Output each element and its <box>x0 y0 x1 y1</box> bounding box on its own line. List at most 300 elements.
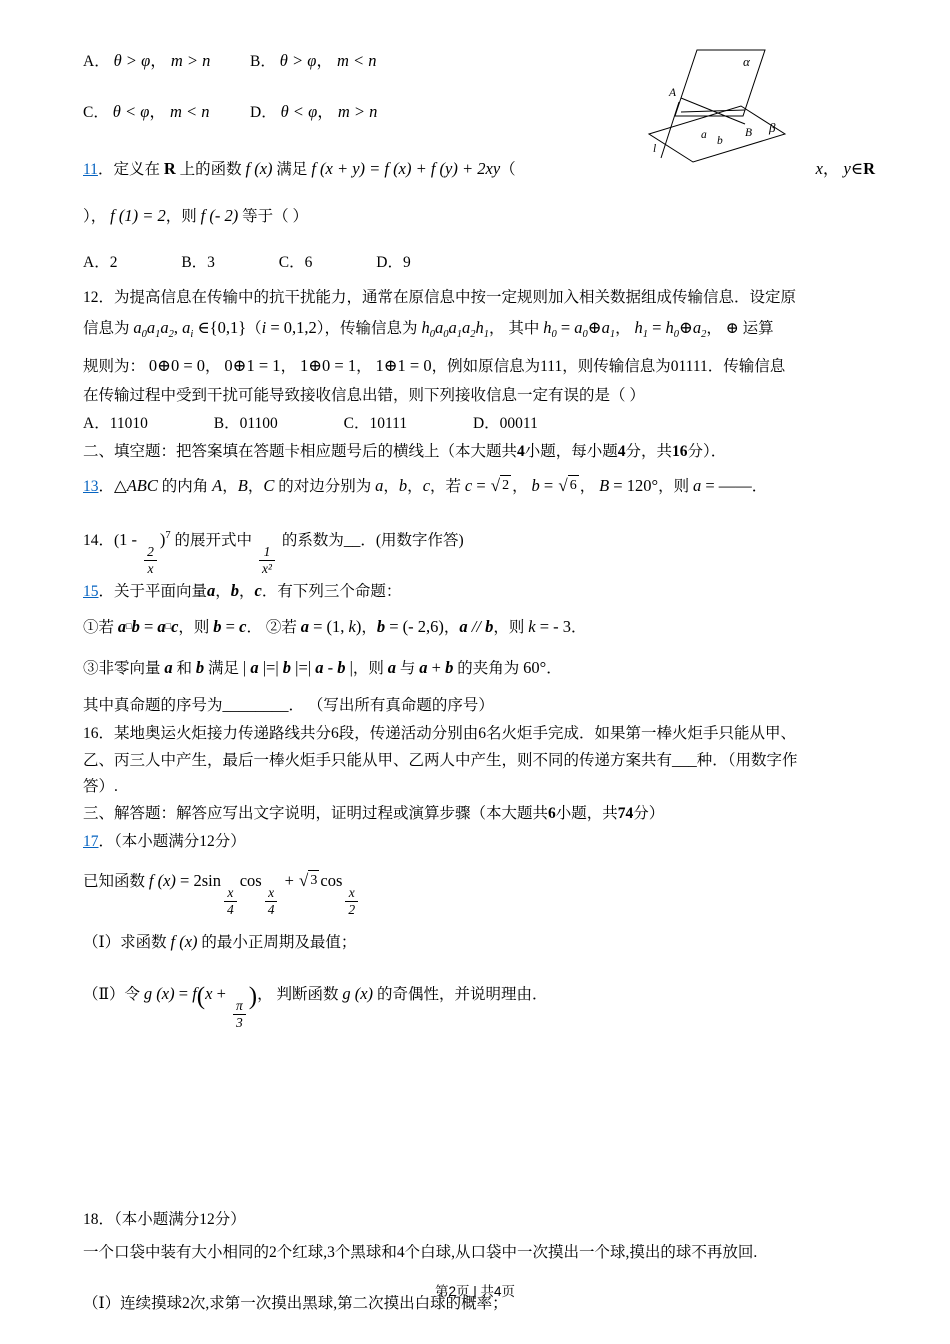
fraction-numerator: x <box>227 885 234 901</box>
text-segment: ________ <box>222 695 289 715</box>
question-17-head <box>83 828 875 855</box>
question-12-line-2 <box>83 312 875 351</box>
radical <box>299 870 319 891</box>
text-segment: + <box>280 871 299 891</box>
text-segment: ， <box>317 102 334 121</box>
page-footer <box>0 1280 950 1300</box>
text-segment: （Ⅰ）连续摸球2次,求第一次摸出黑球,第二次摸出白球的概率； <box>83 1295 508 1313</box>
text-segment: ，则 <box>178 619 214 637</box>
text-segment: 已知函数 <box>83 873 149 891</box>
q11-text <box>83 161 516 178</box>
text-segment: 的奇偶性，并说明理由． <box>373 986 548 1004</box>
text-segment: b <box>376 617 386 637</box>
fraction <box>345 885 358 917</box>
text-segment: 分） <box>633 805 665 823</box>
question-11-options <box>83 250 875 276</box>
text-segment: ， <box>443 619 460 637</box>
radicand: 6 <box>568 475 579 496</box>
question-12-line-4 <box>83 382 875 410</box>
text-segment: （Ⅰ）求函数 <box>83 934 171 952</box>
text-segment: = <box>472 476 490 495</box>
text-segment: ③非零向量 <box>83 660 165 678</box>
text-segment: a <box>692 318 702 337</box>
text-segment: | <box>345 658 353 678</box>
question-11-line-2 <box>83 199 875 234</box>
text-segment: ．（本小题满分12分） <box>98 833 246 851</box>
text-segment: = <box>539 476 558 495</box>
text-segment: ， <box>215 583 231 601</box>
text-segment: i <box>261 318 267 337</box>
text-segment: 1 <box>642 329 648 340</box>
fraction-denominator: 4 <box>265 901 278 918</box>
question-15-line-2 <box>83 607 875 647</box>
text-segment: 0 <box>551 329 557 340</box>
text-segment: = (- 2,6) <box>385 617 444 637</box>
text-segment: 一个口袋中装有大小相同的2个红球,3个黑球和4个白球,从口袋中一次摸出一个球,摸出的球不再放回. <box>83 1244 758 1262</box>
text-segment: —— <box>718 476 752 495</box>
text-segment: ， <box>316 51 333 70</box>
text-segment: h <box>543 318 552 337</box>
text-segment: h <box>421 318 430 337</box>
text-segment: c <box>171 617 179 637</box>
text-segment: = <box>139 617 158 637</box>
text-segment: a <box>164 658 173 678</box>
text-segment: ．关于平面向量 <box>98 583 208 601</box>
question-13 <box>83 465 875 508</box>
text-segment: 的最小正周期及最值； <box>197 934 357 952</box>
text-segment: ， <box>149 102 166 121</box>
text-segment: y <box>839 159 851 178</box>
text-segment: b <box>230 581 240 601</box>
radicand: 3 <box>308 870 319 891</box>
text-segment: h <box>634 318 643 337</box>
text-segment: 的内角 <box>157 478 213 495</box>
text-segment: 2 <box>168 329 174 340</box>
text-segment: cos <box>239 871 262 891</box>
text-segment: 74 <box>617 805 634 823</box>
text-segment: ， <box>512 478 532 495</box>
text-segment: ， <box>247 478 264 495</box>
text-segment: ． <box>546 660 562 678</box>
text-segment: g (x) <box>342 984 374 1004</box>
text-segment: a <box>387 658 397 678</box>
text-segment: = <box>647 318 666 337</box>
text-segment: ， <box>579 478 600 495</box>
plane-beta-shape <box>649 106 785 162</box>
text-segment: a <box>434 318 444 337</box>
text-segment: a <box>160 318 169 337</box>
text-segment: ， <box>205 358 225 375</box>
text-segment: b <box>337 658 346 678</box>
text-segment: 的展开式中 <box>170 532 256 549</box>
text-segment: f (x) <box>245 159 273 178</box>
text-segment: b <box>531 476 540 495</box>
text-segment: □ <box>126 621 132 632</box>
alpha-label: α <box>743 54 750 69</box>
text-segment: 6 <box>548 805 556 823</box>
line-b-shape <box>681 110 745 112</box>
text-segment: = (1, <box>308 617 349 637</box>
text-segment: a <box>207 581 216 601</box>
question-16-line-1 <box>83 721 875 747</box>
text-segment: 1 - <box>119 530 142 549</box>
radical-sign: √ <box>558 476 568 495</box>
question-number-link[interactable]: 11 <box>83 161 98 178</box>
text-segment: R <box>863 159 875 178</box>
text-segment: 种．（用数字作 <box>696 752 798 770</box>
text-segment: 16．某地奥运火炬接力传递路线共分6段，传递活动分别由6名火炬手完成．如果第一棒火炬手只能从甲、 <box>83 725 797 743</box>
text-segment: 和 <box>172 660 196 678</box>
text-segment: ABC <box>126 476 158 495</box>
text-segment: 小题，每小题 <box>524 443 618 460</box>
text-segment: θ < φ <box>112 102 150 121</box>
text-segment: 14．( <box>83 532 120 549</box>
section-3-header <box>83 800 875 828</box>
text-segment: ， <box>383 478 399 495</box>
text-segment: D． <box>250 104 281 121</box>
fraction <box>224 885 237 917</box>
text-segment: 60° <box>523 658 547 678</box>
text-segment: = <box>701 476 719 495</box>
text-segment: + <box>427 658 446 678</box>
fraction-denominator: 2 <box>345 901 358 918</box>
text-segment: ) <box>159 530 166 549</box>
text-segment: （Ⅱ）令 <box>83 986 144 1004</box>
text-segment: b <box>445 658 454 678</box>
text-segment: ． <box>751 478 768 495</box>
text-segment: + <box>212 984 230 1004</box>
question-15-line-3 <box>83 647 875 690</box>
fraction-denominator: 3 <box>233 1014 246 1031</box>
text-segment: b <box>398 476 408 495</box>
text-segment: 1 <box>456 329 462 340</box>
text-segment: ，则 <box>493 619 529 637</box>
text-segment: 16 <box>672 443 688 460</box>
text-segment: 1 <box>483 329 489 340</box>
text-segment: 12．为提高信息在传输中的抗干扰能力，通常在原信息中按一定规则加入相关数据组成传输信息．设定原 <box>83 289 797 306</box>
q11-domain-note <box>816 152 875 187</box>
fraction-numerator: 2 <box>147 544 154 559</box>
text-segment: ． <box>571 619 587 637</box>
question-12-line-3 <box>83 351 875 382</box>
radicand: 2 <box>500 475 511 496</box>
q12-option-b: B．01100 <box>213 415 278 432</box>
text-segment: c <box>464 476 473 495</box>
text-segment: 1 <box>609 329 616 340</box>
question-number-link[interactable]: 15 <box>83 583 99 601</box>
text-segment: a <box>459 617 468 637</box>
text-segment: 小题，共 <box>555 805 618 823</box>
text-segment: 的对边分别为 <box>274 478 376 495</box>
text-segment: B． <box>250 53 280 70</box>
question-16-line-2 <box>83 747 875 774</box>
q12-option-c: C．10111 <box>343 415 408 432</box>
text-segment: 0 <box>443 329 449 340</box>
text-segment: | <box>242 658 251 678</box>
text-segment: x <box>205 984 213 1004</box>
text-segment: 0 <box>429 329 435 340</box>
text-segment: m < n <box>165 102 210 121</box>
text-segment: c <box>239 617 247 637</box>
text-segment: ①若 <box>83 619 118 637</box>
text-segment: a <box>157 617 166 637</box>
line-a-label: a <box>701 129 707 141</box>
text-segment: a <box>250 658 259 678</box>
text-segment: f <box>192 984 197 1004</box>
text-segment: = <box>221 617 240 637</box>
text-segment: ∈{0,1} <box>193 318 247 337</box>
text-segment: 18．（本小题满分12分） <box>83 1211 246 1229</box>
question-15-line-1 <box>83 576 875 607</box>
text-segment: 的夹角为 <box>453 660 524 678</box>
text-segment: ，则 <box>165 208 201 225</box>
question-18-head <box>83 1206 875 1233</box>
text-segment: = 2sin <box>175 871 221 891</box>
text-segment: f (x + y) = f (x) + f (y) + 2xy <box>311 159 501 178</box>
text-segment: 满足 <box>204 660 243 678</box>
text-segment: 1⊕1 = 0 <box>375 356 432 375</box>
text-segment: 2 <box>470 329 476 340</box>
choice-B <box>250 46 417 77</box>
text-segment: ． <box>98 478 115 495</box>
text-segment: 2 <box>701 329 707 340</box>
choice-C <box>83 97 250 128</box>
text-segment: m > n <box>166 51 211 70</box>
text-segment: 0 <box>141 329 147 340</box>
text-segment: 上的函数 <box>175 161 246 178</box>
text-segment: a <box>117 617 127 637</box>
question-12-options <box>83 410 875 438</box>
text-segment: 4 <box>517 443 525 460</box>
text-segment: ， <box>822 159 840 178</box>
text-segment: f (- 2) <box>200 206 239 225</box>
text-segment: 1 <box>155 329 161 340</box>
fraction-denominator: x <box>144 560 157 577</box>
text-segment: i <box>190 329 194 340</box>
question-18-line-1 <box>83 1239 875 1266</box>
question-number-link[interactable]: 17 <box>83 833 99 851</box>
text-segment: B <box>599 476 610 495</box>
text-segment: 的系数为 <box>277 532 344 549</box>
text-segment: ， <box>356 358 376 375</box>
text-segment: 规则为： <box>83 358 149 375</box>
radical-sign: √ <box>490 476 501 495</box>
text-segment: ，则 <box>352 660 388 678</box>
text-segment: x <box>815 159 823 178</box>
text-segment: A <box>212 476 223 495</box>
text-segment: g (x) <box>143 984 175 1004</box>
text-segment: a <box>182 318 191 337</box>
text-segment: k <box>528 617 536 637</box>
text-segment: △ <box>114 476 127 495</box>
text-segment: f (x) <box>148 871 176 891</box>
q12-option-a: A．11010 <box>83 415 148 432</box>
text-segment: 三、解答题：解答应写出文字说明，证明过程或演算步骤（本大题共 <box>83 805 549 823</box>
q11-option-c: C．6 <box>278 254 313 271</box>
text-segment: a <box>146 318 156 337</box>
text-segment: C <box>263 476 275 495</box>
beta-label: β <box>769 120 776 135</box>
text-segment: ）， <box>83 208 111 225</box>
question-17-formula <box>83 855 875 917</box>
text-segment: ， <box>407 478 423 495</box>
fraction-numerator: π <box>236 998 243 1014</box>
text-segment: 1⊕0 = 1 <box>299 356 357 375</box>
text-segment: C． <box>83 104 113 121</box>
text-segment: 0 <box>582 329 588 340</box>
text-segment: B <box>237 476 248 495</box>
text-segment: ，则 <box>658 478 693 495</box>
text-segment: 乙、丙三人中产生，最后一棒火炬手只能从甲、乙两人中产生，则不同的传递方案共有 <box>83 752 673 770</box>
text-segment: ，若 <box>430 478 465 495</box>
text-segment: ⊕ <box>679 318 693 337</box>
text-segment: ， <box>222 478 238 495</box>
text-segment: 与 <box>396 660 420 678</box>
text-segment: h <box>665 318 674 337</box>
fraction-denominator: x² <box>259 560 275 577</box>
text-segment: ⊕ <box>587 318 602 337</box>
question-15-line-4 <box>83 690 875 721</box>
text-segment: 其中真命题的序号为 <box>83 697 223 715</box>
text-segment: , <box>173 318 183 337</box>
question-12-line-1 <box>83 284 875 312</box>
text-segment: a <box>375 476 384 495</box>
text-segment: - <box>323 658 338 678</box>
text-segment: = 0,1,2 <box>266 318 317 337</box>
text-segment: ， ⊕ 运算 <box>706 320 774 337</box>
text-segment: f (1) = 2 <box>110 206 166 225</box>
text-segment: 信息为 <box>83 320 134 337</box>
fraction-numerator: x <box>348 885 355 901</box>
text-segment: R <box>163 159 176 178</box>
question-16-line-3 <box>83 774 875 800</box>
text-segment: 在传输过程中受到干扰可能导致接收信息出错，则下列接收信息一定有误的是（ ） <box>83 387 645 404</box>
line-b-label: b <box>717 135 723 147</box>
text-segment: ， <box>150 51 167 70</box>
fraction-numerator: 1 <box>263 544 271 559</box>
text-segment: a <box>448 318 457 337</box>
text-segment: ．(用数字作答) <box>360 532 464 549</box>
text-segment: ) <box>355 617 362 637</box>
text-segment: 等于（ ） <box>238 208 308 225</box>
fraction <box>259 544 275 576</box>
q11-option-b: B．3 <box>181 254 215 271</box>
question-17-part-1 <box>83 919 875 966</box>
text-segment: ) <box>248 983 258 1011</box>
point-B-label: B <box>745 127 753 139</box>
radical <box>491 475 511 496</box>
text-segment: b <box>195 658 205 678</box>
text-segment: ， 其中 <box>488 320 544 337</box>
text-segment: ． （写出所有真命题的序号） <box>288 697 494 715</box>
text-segment: 分）． <box>687 443 727 460</box>
choice-A <box>83 46 250 77</box>
text-segment: ．定义在 <box>97 161 164 178</box>
question-number-link[interactable]: 13 <box>83 478 99 495</box>
fraction-denominator: 4 <box>224 901 237 918</box>
point-A-label: A <box>669 87 677 99</box>
question-14 <box>83 512 875 576</box>
fraction <box>144 544 157 576</box>
text-segment: ， <box>239 583 255 601</box>
text-segment: = 120° <box>609 476 659 495</box>
text-segment: |=| <box>291 658 316 678</box>
text-segment: θ < φ <box>280 102 318 121</box>
text-segment: 0⊕0 = 0 <box>148 356 206 375</box>
q11-option-d: D．9 <box>376 254 411 271</box>
text-segment: a <box>692 476 702 495</box>
choice-D <box>250 97 417 128</box>
geometry-figure <box>645 46 790 166</box>
fraction-numerator: x <box>268 885 275 901</box>
text-segment: // <box>467 617 486 637</box>
dihedral-planes-svg <box>645 46 790 166</box>
text-segment: b <box>282 658 292 678</box>
text-segment: θ > φ <box>279 51 317 70</box>
text-segment: 满足 <box>272 161 312 178</box>
text-segment: 0⊕1 = 1 <box>224 356 281 375</box>
text-segment: 二、填空题：把答案填在答题卡相应题号后的横线上（本大题共 <box>83 443 518 460</box>
text-segment: ( <box>196 983 206 1011</box>
fraction <box>265 885 278 917</box>
text-segment: ．有下列三个命题： <box>261 583 402 601</box>
text-segment: 答）. <box>83 778 118 796</box>
text-segment: __ <box>343 530 361 549</box>
text-segment: ， 判断函数 <box>257 986 343 1004</box>
text-segment: k <box>348 617 356 637</box>
text-segment: a <box>419 658 428 678</box>
text-segment: ， <box>280 358 300 375</box>
radical-sign: √ <box>299 871 309 891</box>
fraction <box>233 998 246 1030</box>
text-segment: h <box>475 318 484 337</box>
page-content <box>83 46 875 1317</box>
text-segment: （ <box>500 161 516 178</box>
plane-alpha-shape <box>675 50 765 116</box>
radical <box>558 475 578 496</box>
text-segment: m < n <box>332 51 377 70</box>
text-segment: □ <box>165 621 172 632</box>
text-segment: a <box>300 617 309 637</box>
text-segment: cos <box>320 871 343 891</box>
text-segment: 4 <box>617 443 626 460</box>
text-segment: a <box>601 318 610 337</box>
text-segment: a <box>133 318 142 337</box>
text-segment: a <box>461 318 471 337</box>
text-segment: ∈ <box>850 159 864 178</box>
text-segment: f (x) <box>170 932 198 952</box>
text-segment: c <box>254 581 262 601</box>
text-segment: = <box>174 984 193 1004</box>
question-17-part-2 <box>83 966 875 1030</box>
text-segment: b <box>213 617 222 637</box>
q11-option-a: A．2 <box>83 254 118 271</box>
text-segment: ，例如原信息为111，则传输信息为01111．传输信息 <box>431 358 786 375</box>
text-segment: m > n <box>333 102 378 121</box>
text-segment: 0 <box>673 329 680 340</box>
page-indicator: 第2页 | 共4页 <box>434 1284 516 1299</box>
text-segment: c <box>422 476 431 495</box>
text-segment: （ <box>246 320 262 337</box>
text-segment: 分，共 <box>625 443 673 460</box>
text-segment: b <box>485 617 494 637</box>
text-segment: ___ <box>672 750 697 770</box>
text-segment: θ > φ <box>113 51 151 70</box>
text-segment: = - 3 <box>535 617 571 637</box>
text-segment: |=| <box>258 658 283 678</box>
text-segment: ， <box>615 320 635 337</box>
text-segment: a <box>315 658 324 678</box>
